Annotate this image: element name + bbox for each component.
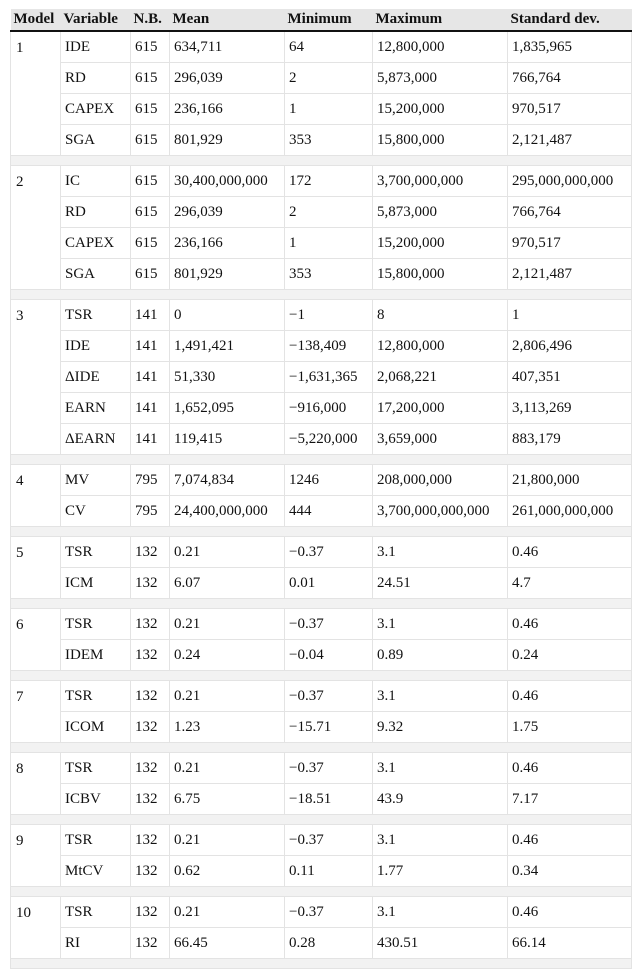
standard-dev-cell: 7.17	[508, 784, 632, 815]
variable-cell: ΔEARN	[61, 424, 131, 455]
mean-cell: 236,166	[170, 94, 285, 125]
maximum-cell: 3.1	[373, 753, 508, 784]
model-number-cell: 5	[11, 537, 61, 599]
variable-cell: IDE	[61, 331, 131, 362]
maximum-cell: 1.77	[373, 856, 508, 887]
header-variable: Variable	[61, 9, 131, 31]
standard-dev-cell: 0.46	[508, 681, 632, 712]
mean-cell: 296,039	[170, 63, 285, 94]
maximum-cell: 9.32	[373, 712, 508, 743]
statistics-table-container	[10, 9, 631, 969]
maximum-cell: 430.51	[373, 928, 508, 959]
group-separator-cell	[11, 290, 632, 300]
standard-dev-cell: 21,800,000	[508, 465, 632, 496]
standard-dev-cell: 766,764	[508, 197, 632, 228]
mean-cell: 801,929	[170, 259, 285, 290]
minimum-cell: −0.37	[285, 681, 373, 712]
table-row	[11, 331, 632, 362]
standard-dev-cell: 0.24	[508, 640, 632, 671]
group-separator-cell	[11, 599, 632, 609]
table-row	[11, 496, 632, 527]
minimum-cell: −1	[285, 300, 373, 331]
table-row	[11, 31, 632, 63]
standard-dev-cell: 2,806,496	[508, 331, 632, 362]
standard-dev-cell: 3,113,269	[508, 393, 632, 424]
table-row	[11, 125, 632, 156]
nb-cell: 132	[131, 928, 170, 959]
minimum-cell: 0.11	[285, 856, 373, 887]
maximum-cell: 3.1	[373, 537, 508, 568]
variable-cell: TSR	[61, 537, 131, 568]
nb-cell: 132	[131, 640, 170, 671]
mean-cell: 30,400,000,000	[170, 166, 285, 197]
maximum-cell: 3,700,000,000	[373, 166, 508, 197]
maximum-cell: 3.1	[373, 825, 508, 856]
standard-dev-cell: 1,835,965	[508, 31, 632, 63]
minimum-cell: 353	[285, 125, 373, 156]
table-row	[11, 537, 632, 568]
minimum-cell: 353	[285, 259, 373, 290]
table-row	[11, 424, 632, 455]
mean-cell: 0.21	[170, 681, 285, 712]
mean-cell: 0.21	[170, 897, 285, 928]
group-separator	[11, 743, 632, 753]
descriptive-statistics-table	[10, 9, 632, 969]
minimum-cell: 2	[285, 197, 373, 228]
model-number-cell: 6	[11, 609, 61, 671]
nb-cell: 132	[131, 712, 170, 743]
minimum-cell: 172	[285, 166, 373, 197]
nb-cell: 141	[131, 331, 170, 362]
variable-cell: CAPEX	[61, 94, 131, 125]
table-row	[11, 228, 632, 259]
minimum-cell: −1,631,365	[285, 362, 373, 393]
nb-cell: 132	[131, 825, 170, 856]
mean-cell: 296,039	[170, 197, 285, 228]
table-row	[11, 609, 632, 640]
maximum-cell: 12,800,000	[373, 31, 508, 63]
header-row	[11, 9, 632, 31]
table-row	[11, 94, 632, 125]
variable-cell: ICBV	[61, 784, 131, 815]
standard-dev-cell: 0.46	[508, 897, 632, 928]
table-row	[11, 856, 632, 887]
minimum-cell: −138,409	[285, 331, 373, 362]
group-separator	[11, 156, 632, 166]
group-separator-cell	[11, 671, 632, 681]
nb-cell: 615	[131, 228, 170, 259]
standard-dev-cell: 4.7	[508, 568, 632, 599]
maximum-cell: 15,800,000	[373, 259, 508, 290]
nb-cell: 132	[131, 609, 170, 640]
variable-cell: TSR	[61, 681, 131, 712]
variable-cell: TSR	[61, 897, 131, 928]
mean-cell: 24,400,000,000	[170, 496, 285, 527]
maximum-cell: 17,200,000	[373, 393, 508, 424]
maximum-cell: 43.9	[373, 784, 508, 815]
variable-cell: SGA	[61, 125, 131, 156]
minimum-cell: 0.28	[285, 928, 373, 959]
standard-dev-cell: 883,179	[508, 424, 632, 455]
table-row	[11, 681, 632, 712]
nb-cell: 615	[131, 31, 170, 63]
table-row	[11, 393, 632, 424]
minimum-cell: −15.71	[285, 712, 373, 743]
maximum-cell: 5,873,000	[373, 197, 508, 228]
mean-cell: 1.23	[170, 712, 285, 743]
group-separator	[11, 599, 632, 609]
standard-dev-cell: 2,121,487	[508, 259, 632, 290]
variable-cell: CV	[61, 496, 131, 527]
model-number-cell: 7	[11, 681, 61, 743]
mean-cell: 119,415	[170, 424, 285, 455]
table-row	[11, 197, 632, 228]
minimum-cell: −0.37	[285, 609, 373, 640]
model-number-cell: 8	[11, 753, 61, 815]
mean-cell: 51,330	[170, 362, 285, 393]
standard-dev-cell: 2,121,487	[508, 125, 632, 156]
standard-dev-cell: 1.75	[508, 712, 632, 743]
standard-dev-cell: 261,000,000,000	[508, 496, 632, 527]
nb-cell: 615	[131, 94, 170, 125]
maximum-cell: 2,068,221	[373, 362, 508, 393]
variable-cell: IC	[61, 166, 131, 197]
nb-cell: 141	[131, 424, 170, 455]
model-number-cell: 4	[11, 465, 61, 527]
minimum-cell: −0.37	[285, 825, 373, 856]
group-separator-cell	[11, 959, 632, 969]
mean-cell: 634,711	[170, 31, 285, 63]
minimum-cell: −0.04	[285, 640, 373, 671]
group-separator	[11, 527, 632, 537]
header-minimum: Minimum	[285, 9, 373, 31]
table-row	[11, 928, 632, 959]
variable-cell: MtCV	[61, 856, 131, 887]
variable-cell: IDEM	[61, 640, 131, 671]
standard-dev-cell: 0.46	[508, 609, 632, 640]
maximum-cell: 3.1	[373, 897, 508, 928]
standard-dev-cell: 407,351	[508, 362, 632, 393]
nb-cell: 615	[131, 259, 170, 290]
minimum-cell: 64	[285, 31, 373, 63]
table-row	[11, 465, 632, 496]
mean-cell: 0.21	[170, 825, 285, 856]
maximum-cell: 12,800,000	[373, 331, 508, 362]
table-row	[11, 712, 632, 743]
mean-cell: 0.24	[170, 640, 285, 671]
nb-cell: 141	[131, 300, 170, 331]
mean-cell: 66.45	[170, 928, 285, 959]
maximum-cell: 208,000,000	[373, 465, 508, 496]
mean-cell: 6.07	[170, 568, 285, 599]
minimum-cell: 1	[285, 94, 373, 125]
standard-dev-cell: 295,000,000,000	[508, 166, 632, 197]
maximum-cell: 5,873,000	[373, 63, 508, 94]
nb-cell: 615	[131, 166, 170, 197]
group-separator	[11, 671, 632, 681]
nb-cell: 132	[131, 784, 170, 815]
variable-cell: RD	[61, 197, 131, 228]
nb-cell: 132	[131, 753, 170, 784]
mean-cell: 236,166	[170, 228, 285, 259]
nb-cell: 132	[131, 537, 170, 568]
minimum-cell: 0.01	[285, 568, 373, 599]
table-row	[11, 259, 632, 290]
group-separator	[11, 887, 632, 897]
variable-cell: TSR	[61, 825, 131, 856]
group-separator	[11, 290, 632, 300]
variable-cell: IDE	[61, 31, 131, 63]
group-separator	[11, 455, 632, 465]
maximum-cell: 3.1	[373, 681, 508, 712]
standard-dev-cell: 766,764	[508, 63, 632, 94]
model-number-cell: 1	[11, 31, 61, 156]
nb-cell: 132	[131, 856, 170, 887]
minimum-cell: −18.51	[285, 784, 373, 815]
table-row	[11, 825, 632, 856]
nb-cell: 795	[131, 496, 170, 527]
standard-dev-cell: 0.46	[508, 537, 632, 568]
table-row	[11, 897, 632, 928]
model-number-cell: 3	[11, 300, 61, 455]
header-nb: N.B.	[131, 9, 170, 31]
maximum-cell: 15,200,000	[373, 228, 508, 259]
mean-cell: 7,074,834	[170, 465, 285, 496]
table-row	[11, 300, 632, 331]
maximum-cell: 15,200,000	[373, 94, 508, 125]
table-row	[11, 63, 632, 94]
standard-dev-cell: 0.46	[508, 825, 632, 856]
mean-cell: 0.21	[170, 537, 285, 568]
mean-cell: 0.62	[170, 856, 285, 887]
table-row	[11, 753, 632, 784]
maximum-cell: 3,659,000	[373, 424, 508, 455]
standard-dev-cell: 66.14	[508, 928, 632, 959]
mean-cell: 0.21	[170, 753, 285, 784]
mean-cell: 0	[170, 300, 285, 331]
table-row	[11, 784, 632, 815]
header-maximum: Maximum	[373, 9, 508, 31]
standard-dev-cell: 0.46	[508, 753, 632, 784]
maximum-cell: 24.51	[373, 568, 508, 599]
variable-cell: TSR	[61, 753, 131, 784]
maximum-cell: 8	[373, 300, 508, 331]
maximum-cell: 3,700,000,000,000	[373, 496, 508, 527]
table-header	[11, 9, 632, 31]
table-row	[11, 568, 632, 599]
variable-cell: MV	[61, 465, 131, 496]
standard-dev-cell: 1	[508, 300, 632, 331]
variable-cell: ICM	[61, 568, 131, 599]
nb-cell: 615	[131, 197, 170, 228]
table-body	[11, 31, 632, 969]
mean-cell: 6.75	[170, 784, 285, 815]
model-number-cell: 9	[11, 825, 61, 887]
standard-dev-cell: 970,517	[508, 228, 632, 259]
minimum-cell: −0.37	[285, 537, 373, 568]
nb-cell: 615	[131, 63, 170, 94]
group-separator-cell	[11, 156, 632, 166]
nb-cell: 615	[131, 125, 170, 156]
mean-cell: 1,652,095	[170, 393, 285, 424]
variable-cell: SGA	[61, 259, 131, 290]
minimum-cell: 444	[285, 496, 373, 527]
standard-dev-cell: 970,517	[508, 94, 632, 125]
mean-cell: 0.21	[170, 609, 285, 640]
variable-cell: ΔIDE	[61, 362, 131, 393]
header-standard-dev: Standard dev.	[508, 9, 632, 31]
model-number-cell: 10	[11, 897, 61, 959]
table-row	[11, 640, 632, 671]
nb-cell: 132	[131, 568, 170, 599]
minimum-cell: −0.37	[285, 753, 373, 784]
nb-cell: 132	[131, 897, 170, 928]
variable-cell: ICOM	[61, 712, 131, 743]
mean-cell: 801,929	[170, 125, 285, 156]
mean-cell: 1,491,421	[170, 331, 285, 362]
minimum-cell: 2	[285, 63, 373, 94]
nb-cell: 141	[131, 393, 170, 424]
variable-cell: RD	[61, 63, 131, 94]
variable-cell: TSR	[61, 609, 131, 640]
nb-cell: 141	[131, 362, 170, 393]
group-separator-cell	[11, 743, 632, 753]
nb-cell: 132	[131, 681, 170, 712]
nb-cell: 795	[131, 465, 170, 496]
maximum-cell: 3.1	[373, 609, 508, 640]
minimum-cell: −0.37	[285, 897, 373, 928]
minimum-cell: 1	[285, 228, 373, 259]
header-mean: Mean	[170, 9, 285, 31]
group-separator-cell	[11, 527, 632, 537]
model-number-cell: 2	[11, 166, 61, 290]
group-separator	[11, 815, 632, 825]
group-separator	[11, 959, 632, 969]
maximum-cell: 15,800,000	[373, 125, 508, 156]
minimum-cell: 1246	[285, 465, 373, 496]
maximum-cell: 0.89	[373, 640, 508, 671]
variable-cell: CAPEX	[61, 228, 131, 259]
header-model: Model	[11, 9, 61, 31]
standard-dev-cell: 0.34	[508, 856, 632, 887]
group-separator-cell	[11, 455, 632, 465]
minimum-cell: −5,220,000	[285, 424, 373, 455]
group-separator-cell	[11, 887, 632, 897]
table-row	[11, 362, 632, 393]
variable-cell: EARN	[61, 393, 131, 424]
variable-cell: RI	[61, 928, 131, 959]
table-row	[11, 166, 632, 197]
minimum-cell: −916,000	[285, 393, 373, 424]
group-separator-cell	[11, 815, 632, 825]
variable-cell: TSR	[61, 300, 131, 331]
